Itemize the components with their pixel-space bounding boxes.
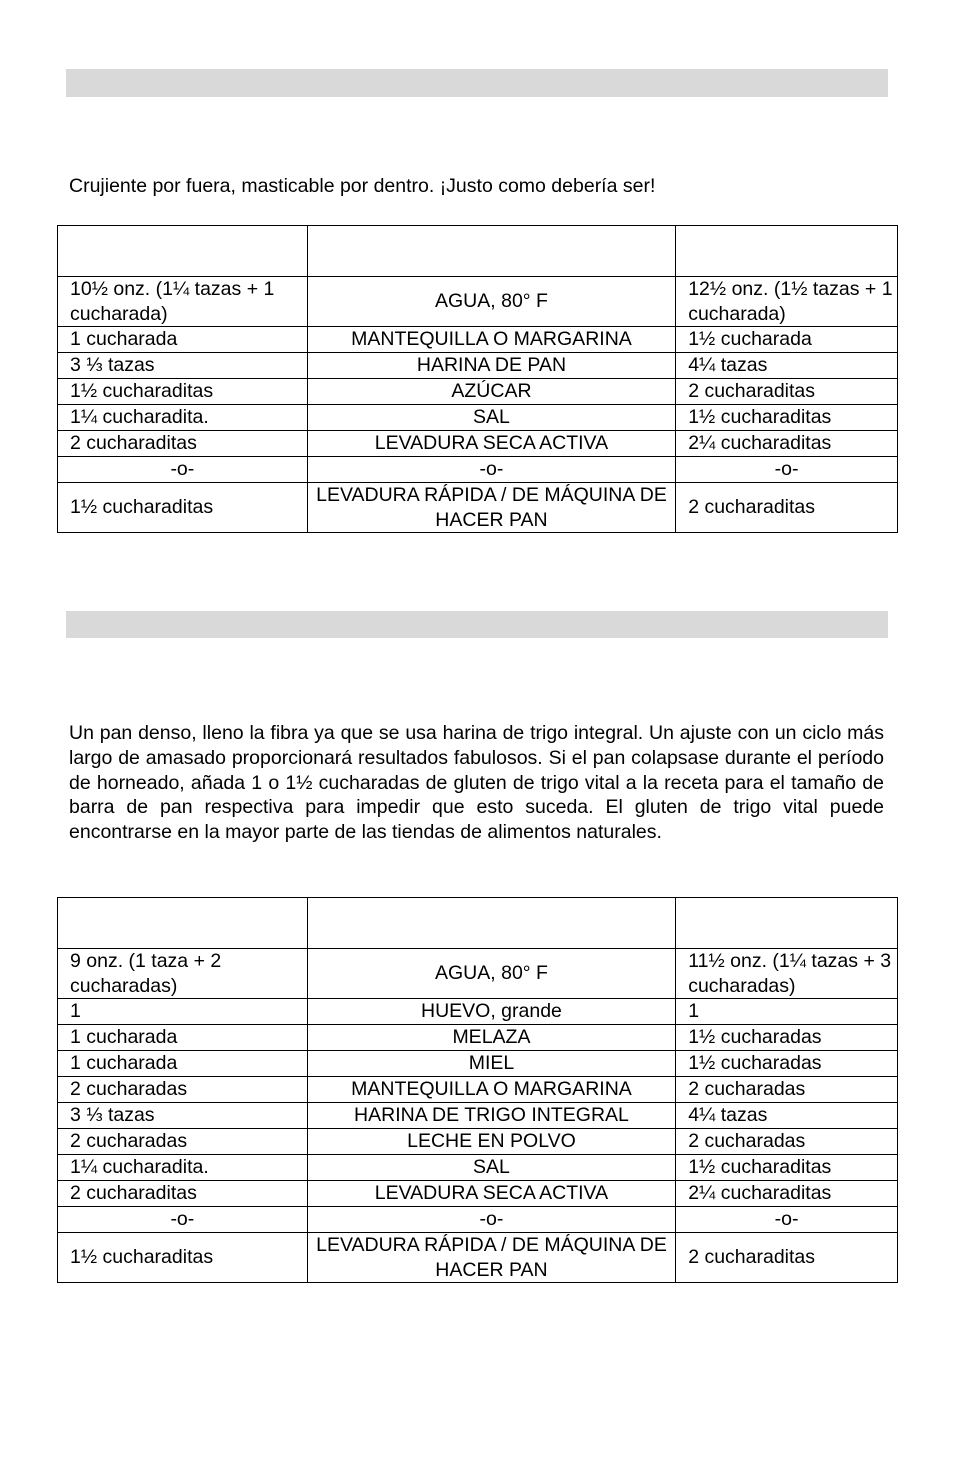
table-row [58,379,898,405]
amount-small: 1 cucharada [58,1025,308,1051]
table-row [58,1051,898,1077]
table-row [58,1233,898,1283]
ingredient: AGUA, 80° F [307,277,675,327]
header-cell-right [676,226,898,277]
ingredient: LECHE EN POLVO [307,1129,675,1155]
section1-intro: Crujiente por fuera, masticable por dentro. ¡Justo como debería ser! [69,175,656,197]
amount-large: 12½ onz. (1½ tazas + 1 cucharada) [676,277,898,327]
amount-small: 2 cucharadas [58,1077,308,1103]
or-separator: -o- [58,457,308,483]
section1-title-band [66,69,888,97]
table-row [58,1155,898,1181]
table-row [58,277,898,327]
table-row [58,949,898,999]
ingredient: AGUA, 80° F [307,949,675,999]
table-row [58,1181,898,1207]
table-row [58,1077,898,1103]
table-header-row [58,226,898,277]
amount-large: 2 cucharaditas [676,379,898,405]
amount-small: 3 ⅓ tazas [58,1103,308,1129]
amount-small: 2 cucharaditas [58,431,308,457]
section2-recipe-table [57,897,898,1283]
amount-large: 1 [676,999,898,1025]
table-row-or [58,457,898,483]
table-row-or [58,1207,898,1233]
table-row [58,327,898,353]
header-cell-mid [307,898,675,949]
amount-small: 3 ⅓ tazas [58,353,308,379]
table-row [58,1129,898,1155]
amount-large: 11½ onz. (1¼ tazas + 3 cucharadas) [676,949,898,999]
amount-large: 4¼ tazas [676,1103,898,1129]
amount-small: 1¼ cucharadita. [58,405,308,431]
section1-recipe-table [57,225,898,533]
table-row [58,431,898,457]
amount-small: 9 onz. (1 taza + 2 cucharadas) [58,949,308,999]
ingredient: LEVADURA SECA ACTIVA [307,431,675,457]
ingredient: MANTEQUILLA O MARGARINA [307,1077,675,1103]
ingredient: HUEVO, grande [307,999,675,1025]
amount-large: 1½ cucharaditas [676,1155,898,1181]
ingredient: AZÚCAR [307,379,675,405]
ingredient: LEVADURA RÁPIDA / DE MÁQUINA DE HACER PAN [307,483,675,533]
header-cell-left [58,898,308,949]
ingredient: MIEL [307,1051,675,1077]
amount-large: 2¼ cucharaditas [676,431,898,457]
amount-small: 1½ cucharaditas [58,1233,308,1283]
amount-small: 10½ onz. (1¼ tazas + 1 cucharada) [58,277,308,327]
table-row [58,405,898,431]
amount-large: 1½ cucharada [676,327,898,353]
ingredient: HARINA DE TRIGO INTEGRAL [307,1103,675,1129]
amount-large: 1½ cucharadas [676,1025,898,1051]
table-row [58,1103,898,1129]
amount-small: 1 cucharada [58,327,308,353]
header-cell-mid [307,226,675,277]
table-row [58,1025,898,1051]
amount-large: 2 cucharadas [676,1077,898,1103]
amount-large: 4¼ tazas [676,353,898,379]
amount-large: 2¼ cucharaditas [676,1181,898,1207]
or-separator: -o- [58,1207,308,1233]
ingredient: LEVADURA SECA ACTIVA [307,1181,675,1207]
or-separator: -o- [676,1207,898,1233]
amount-small: 1 [58,999,308,1025]
amount-large: 2 cucharaditas [676,1233,898,1283]
table-row [58,999,898,1025]
ingredient: SAL [307,405,675,431]
table-header-row [58,898,898,949]
amount-large: 1½ cucharadas [676,1051,898,1077]
amount-small: 1 cucharada [58,1051,308,1077]
header-cell-right [676,898,898,949]
header-cell-left [58,226,308,277]
table-row [58,353,898,379]
amount-small: 2 cucharadas [58,1129,308,1155]
table-row [58,483,898,533]
or-separator: -o- [307,1207,675,1233]
ingredient: MANTEQUILLA O MARGARINA [307,327,675,353]
section2-intro: Un pan denso, lleno la fibra ya que se usa harina de trigo integral. Un ajuste con un ciclo más largo de amasado proporcionará resultados fabulosos. Si el pan colapsase durante el período de horneado, añada 1 o 1½ cucharadas de gluten de trigo vital a la receta para el tamaño de barra de pan respectiva para impedir que esto suceda. El gluten de trigo vital puede encontrarse en la mayor parte de las tiendas de alimentos naturales. [69,722,884,844]
amount-small: 1½ cucharaditas [58,483,308,533]
ingredient: SAL [307,1155,675,1181]
or-separator: -o- [676,457,898,483]
amount-large: 1½ cucharaditas [676,405,898,431]
section2-title-band [66,611,888,638]
or-separator: -o- [307,457,675,483]
amount-small: 2 cucharaditas [58,1181,308,1207]
amount-large: 2 cucharadas [676,1129,898,1155]
amount-small: 1¼ cucharadita. [58,1155,308,1181]
amount-small: 1½ cucharaditas [58,379,308,405]
ingredient: LEVADURA RÁPIDA / DE MÁQUINA DE HACER PAN [307,1233,675,1283]
ingredient: HARINA DE PAN [307,353,675,379]
amount-large: 2 cucharaditas [676,483,898,533]
ingredient: MELAZA [307,1025,675,1051]
